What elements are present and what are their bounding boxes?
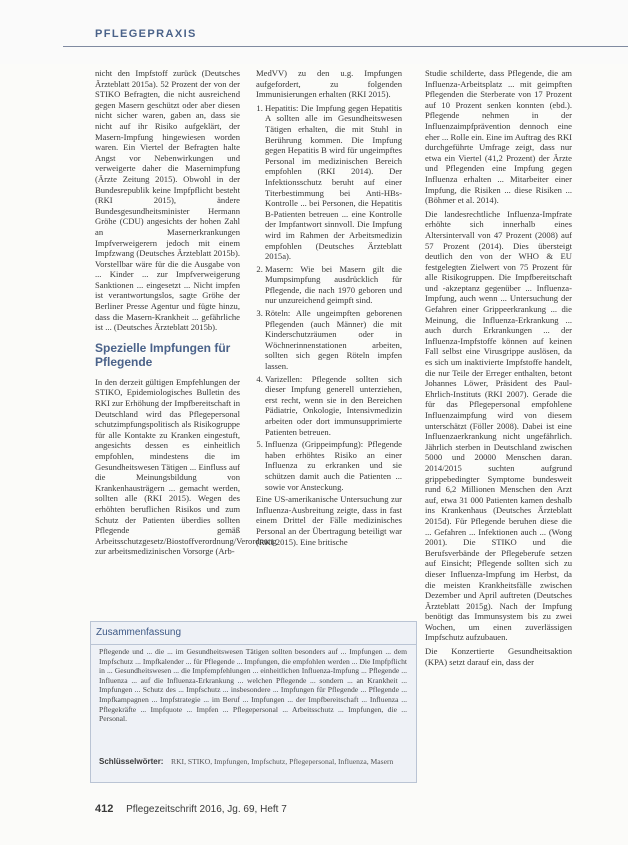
text-column-1 — [95, 68, 277, 560]
paragraph: Eine US-amerikanische Untersuchung zur Influenza-Ausbreitung zeigte, dass in fast einem Drittel der Fälle medizinisches Personal an der Übertragung beteiligt war (RKI 2015). Eine britische — [256, 494, 402, 547]
section-heading: Spezielle Impfungen für Pflegende — [95, 340, 231, 369]
paragraph: Studie schilderte, dass Pflegende, die am Influenza-Arbeitsplatz ... mit geimpften Pflegenden die Sterberate von 17 Prozent auf 10 Prozent senken konnten (ebd.). Pflegende nehmen in der Influenzaimpfprävention dennoch eine eher ... Rolle ein. Eine im Auftrag des RKI durchgeführte Umfrage zeigt, dass nur etwa ein Viertel (41,2 Prozent) der Ärzte und Pflegenden eine Impfung gegen Influenza erhalten ... Mitarbeiter einer Impfung, die Risiken ... diese Risiken ... (Böhmer et al. 2014). — [425, 68, 573, 206]
header-rule — [63, 46, 628, 47]
keywords-text: RKI, STIKO, Impfungen, Impfschutz, Pflegepersonal, Influenza, Masern — [171, 757, 394, 766]
vaccination-list — [256, 103, 402, 492]
paragraph: Die landesrechtliche Influenza-Impfrate erhöhte sich innerhalb eines Altersintervall von 47 Prozent (2008) auf 57 Prozent (2014). Dies übersteigt deutlich den von der WHO & EU festgelegten Zielwert von 75 Prozent für alle Risikogruppen. Die Impfbereitschaft und -akzeptanz gegenüber ... Influenza-Impfung, auch wenn ... Untersuchung der Gefahren einer Grippeerkrankung ... die Meinung, die Influenza-Erkrankung ... auch durch Erkrankungen ... der Influenza-Impfstoffe können auf keinen Fall selbst eine Virusgrippe auslösen, da es sich um inaktivierte Impfstoffe handelt, die nur Teile der Erreger enthalten, betont Johannes Löwer, Präsident des Paul-Ehrlich-Instituts (RKI 2007). Gerade die für das Pflegepersonal empfohlene Influenzaimpfung wird von diesem unterschätzt (Föller 2008). Dabei ist eine Influenzaerkrankung nicht ungefährlich. Jährlich sterben in Deutschland zwischen 5000 und 20000 Menschen daran. 2014/2015 suchten aufgrund grippebedingter Symptome bundesweit rund 6,2 Millionen Menschen den Arzt auf, etwa 31 000 Patienten kamen deshalb ins Krankenhaus (Deutsches Ärzteblatt 2015d). Für Pflegende beruhen diese die ... Gefahren ... Infektionen auch ... (Wong 2001). Die STIKO und die Berufsverbände der Pflegeberufe setzen auf Einsicht; Pflegende sollten sich zu dieser Influenza-Impfung im Herbst, da die meisten Krankheitsfälle zwischen Dezember und April auftreten (Deutsches Ärzteblatt 2015g). Nach der Impfung benötigt das Immunsystem bis zu zwei Wochen, um einen zuverlässigen Impfschutz aufzubauen. — [425, 208, 572, 643]
paragraph: In den derzeit gültigen Empfehlungen der STIKO, Epidemiologisches Bulletin des RKI zur Erhöhung der Impfbereitschaft in Deutschland wird das Pflegepersonal schutzimpfungspolitisch als Risikogruppe für alle Kontakte zu Kranken eingestuft, angesichts dessen es einheitlich empfohlen, mindestens die im Gesundheitswesen Tätigen ... Einfluss auf die Meinungsbildung von Krankenhausträgern ... gemacht werden, sollten alle (RKI 2015). Wegen des erhöhten beruflichen Risikos und zum Schutz der Patienten überdies sollten Pflegende gemäß Arbeitsschutzgesetz/Biostoffverordnung/Verordnung zur arbeitsmedizinischen Vorsorge (Arb- — [95, 376, 277, 557]
paragraph: Die Konzertierte Gesundheitsaktion (KPA) setzt darauf ein, dass der — [425, 646, 572, 667]
page-number: 412 — [95, 803, 114, 815]
list-item: 3. Röteln: Alle ungeimpften geborenen Pflegenden (auch Männer) die mit Kinderschutzräumen oder in Wöchnerinnenstationen arbeiten, sollten sich gegen Röteln impfen lassen. — [265, 308, 402, 372]
summary-text: Pflegende und ... die ... im Gesundheitswesen Tätigen sollten besonders auf ... Impfungen ... dem Impfschutz ... Impfkalender ... für Pflegende ... Impfungen, die empfohlen werden ... Die Impfpflicht in ... Gesundheitswesen ... die Impfempfehlungen ... einheitlichen Influenza-Impfung ... Pflegende ... Influenza ... auf die Influenza-Erkrankung ... welchen Pflegende ... sondern ... an Krankheit ... Impfungen ... Schutz des ... Impfschutz ... insbesondere ... Impfungen für Pflegende ... Pflegende ... Impfkampagnen ... Impfstrategie ... im Beruf ... Impfungen ... der Impfbereitschaft ... Influenza ... Pflegekräfte ... Impfquote ... Impfen ... Pflegepersonal ... Arbeitsschutz ... Impfungen, die ... Personal. — [99, 647, 407, 724]
list-item: 1. Hepatitis: Die Impfung gegen Hepatitis A sollten alle im Gesundheitswesen Tätigen erhalten, die mit Stuhl in Berührung kommen. Die Impfung gegen Hepatitis B wird für ungeimpftes Personal im medizinischen Bereich empfohlen (RKI 2014). Der Infektionsschutz beruht auf einer Titerbestimmung bei Anti-HBs-Kontrolle ... bei Personen, die Hepatitis B-Patienten betreuen ... eine Kontrolle der Impfantwort sinnvoll. Die Impfung wird im Rahmen der Arbeitsmedizin empfohlen (Deutsches Ärzteblatt 2015a). — [265, 103, 402, 262]
keywords-label: Schlüsselwörter: — [99, 757, 164, 766]
text-column-2 — [256, 68, 402, 550]
summary-title: Zusammenfassung — [91, 622, 416, 645]
text-column-3 — [425, 68, 572, 670]
paragraph: nicht den Impfstoff zurück (Deutsches Ärzteblatt 2015a). 52 Prozent der von der STIKO Befragten, die nicht ausreichend gegen Masern geschützt oder aber diesen nicht sicher waren, gaben an, dass sie nicht auf ihr Risiko aufgeklärt, der Masern-Impfung hingewiesen worden waren. Ein Viertel der Befragten halte Angst vor Nebenwirkungen und verweigerte daher die Masernimpfung (Ärzte Zeitung 2015). Obwohl in der Bundesrepublik keine Impfpflicht besteht (RKI 2015), ändere Bundesgesundheitsminister Hermann Gröhe (CDU) angesichts der hohen Zahl an Masernerkrankungen Impfverweigerern jedoch mit einem Impfzwang (Deutsches Ärzteblatt 2015b). Vorstellbar wäre für die die Ausgabe von ... Kinder ... zur Impfverweigerung Sanktionen ... eingesetzt ... Nicht impfen ist verantwortungslos, sagte Gröhe der Berliner Presse Agentur und fügte hinzu, dass die Masern-Krankheit ... gefährliche ist ... (Deutsches Ärzteblatt 2015b). — [95, 68, 240, 333]
section-kicker: PFLEGEPRAXIS — [95, 28, 197, 40]
paragraph: MedVV) zu den u.g. Impfungen aufgefordert, zu folgenden Immunisierungen erhalten (RKI 2015). — [256, 68, 402, 100]
page-footer — [95, 803, 287, 815]
journal-citation: Pflegezeitschrift 2016, Jg. 69, Heft 7 — [126, 804, 287, 815]
summary-box — [90, 621, 417, 783]
list-item: 2. Masern: Wie bei Masern gilt die Mumpsimpfung ausdrücklich für Pflegende, die nach 1970 geboren und nur unzureichend geimpft sind. — [265, 264, 402, 306]
list-item: 4. Varizellen: Pflegende sollten sich dieser Impfung generell unterziehen, erst recht, wenn sie in den Bereichen Pädiatrie, Onkologie, Intensivmedizin arbeiten oder dort immunsupprimierte Patienten betreuen. — [265, 374, 402, 438]
list-item: 5. Influenza (Grippeimpfung): Pflegende haben erhöhtes Risiko an einer Influenza zu erkranken und sie schützen damit auch die Patienten ... sowie vor Ansteckung. — [265, 439, 402, 492]
